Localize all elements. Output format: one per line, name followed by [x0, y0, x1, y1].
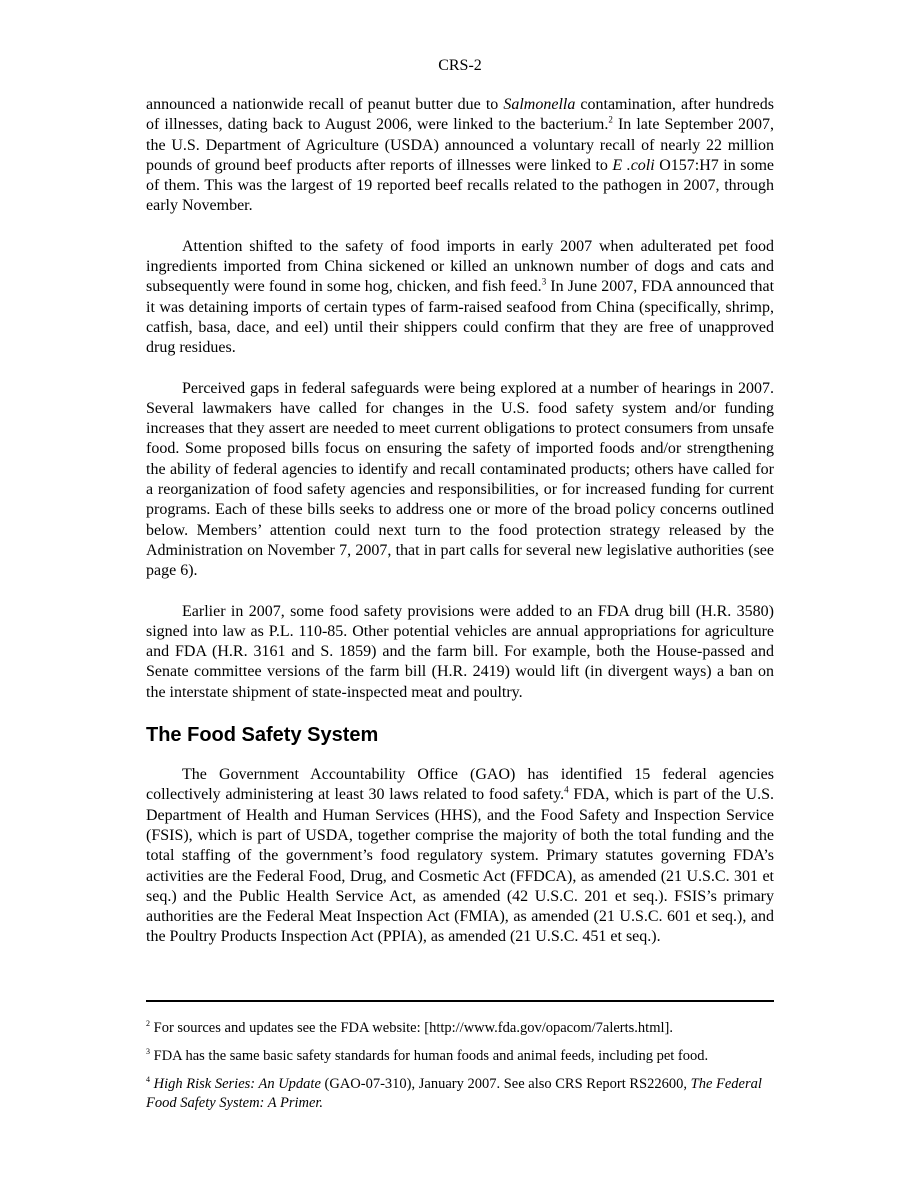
paragraph-federal-safeguards: Perceived gaps in federal safeguards were being explored at a number of hearings in 2007. Several lawmakers have called for changes in the U.S. food safety system and/or funding increases that they assert are needed to meet current obligations to protect consumers from unsafe food. Some proposed bills focus on ensuring the safety of imported foods and/or strengthening the ability of federal agencies to identify and recall contaminated products; others have called for a reorganization of food safety agencies and responsibilities, or for increased funding for current programs. Each of these bills seeks to address one or more of the broad policy concerns outlined below. Members’ attention could next turn to the food protection strategy released by the Administration on November 7, 2007, that in part calls for several new legislative authorities (see page 6). [146, 379, 774, 580]
footnote-3 [146, 1047, 774, 1066]
paragraph-text: The Government Accountability Office (GAO) has identified 15 federal agencies collectively administering at least 30 laws related to food safety. [146, 766, 774, 804]
paragraph-text: In late September 2007, the U.S. Department of Agriculture (USDA) announced a voluntary recall of nearly 22 million pounds of ground beef products after reports of illnesses were linked to [146, 116, 775, 174]
footnote-text: FDA has the same basic safety standards for human foods and animal feeds, including pet food. [150, 1048, 709, 1064]
footnote-number: 3 [146, 1047, 150, 1057]
footnote-italic-title: High Risk Series: An Update [150, 1076, 321, 1092]
document-body [146, 95, 774, 968]
footnote-italic-title: The Federal Food Safety System: A Primer. [146, 1076, 762, 1111]
footnote-2 [146, 1019, 774, 1038]
footnote-text: For sources and updates see the FDA website: [http://www.fda.gov/opacom/7alerts.html]. [150, 1020, 673, 1036]
footnote-reference-2[interactable]: 2 [608, 114, 613, 125]
paragraph-food-imports [146, 237, 774, 359]
footnote-reference-3[interactable]: 3 [541, 277, 547, 288]
paragraph-text: contamination, after hundreds of illnesses, dating back to August 2006, were linked to the bacterium. [146, 96, 774, 134]
paragraph-food-safety-system [146, 765, 774, 948]
footnote-text: (GAO-07-310), January 2007. See also CRS Report RS22600, [320, 1076, 691, 1092]
paragraph-text: FDA, which is part of the U.S. Department of Health and Human Services (HHS), and the Food Safety and Inspection Service (FSIS), which is part of USDA, together comprise the majority of both the total funding and the total staffing of the government’s food regulatory system. Primary statutes governing FDA’s activities are the Federal Food, Drug, and Cosmetic Act (FFDCA), as amended (21 U.S.C. 301 et seq.) and the Public Health Service Act, as amended (42 U.S.C. 201 et seq.). FSIS’s primary authorities are the Federal Meat Inspection Act (FMIA), as amended (21 U.S.C. 601 et seq.), and the Poultry Products Inspection Act (PPIA), as amended (21 U.S.C. 451 et seq.). [146, 786, 774, 946]
paragraph-text: In June 2007, FDA announced that it was detaining imports of certain types of farm-raised seafood from China (specifically, shrimp, catfish, basa, dace, and eel) until their shippers could confirm that they are free of unapproved drug residues. [146, 278, 775, 357]
paragraph-legislative-vehicles: Earlier in 2007, some food safety provisions were added to an FDA drug bill (H.R. 3580) signed into law as P.L. 110-85. Other potential vehicles are annual appropriations for agriculture and FDA (H.R. 3161 and S. 1859) and the farm bill. For example, both the House-passed and Senate committee versions of the farm bill (H.R. 2419) would lift (in divergent ways) a ban on the interstate shipment of state-inspected meat and poultry. [146, 602, 774, 701]
footnote-reference-4[interactable]: 4 [564, 784, 569, 795]
footnote-number: 4 [146, 1075, 150, 1085]
italic-term-ecoli: E .coli [612, 156, 655, 174]
footnotes-section [146, 1019, 774, 1122]
paragraph-recalls [146, 95, 774, 217]
paragraph-text: Attention shifted to the safety of food imports in early 2007 when adulterated pet food ingredients imported from China sickened or killed an unknown number of dogs and cats and subsequently were found in some hog, chicken, and fish feed. [146, 237, 774, 296]
paragraph-text: O157:H7 in some of them. This was the largest of 19 reported beef recalls related to the pathogen in 2007, through early November. [146, 156, 774, 215]
italic-term-salmonella: Salmonella [503, 96, 576, 113]
page-number-header: CRS-2 [438, 57, 482, 74]
footnote-divider [146, 1000, 774, 1002]
paragraph-text: announced a nationwide recall of peanut butter due to [146, 96, 504, 113]
section-heading: The Food Safety System [146, 724, 379, 747]
footnote-4 [146, 1075, 774, 1113]
footnote-number: 2 [146, 1019, 150, 1029]
